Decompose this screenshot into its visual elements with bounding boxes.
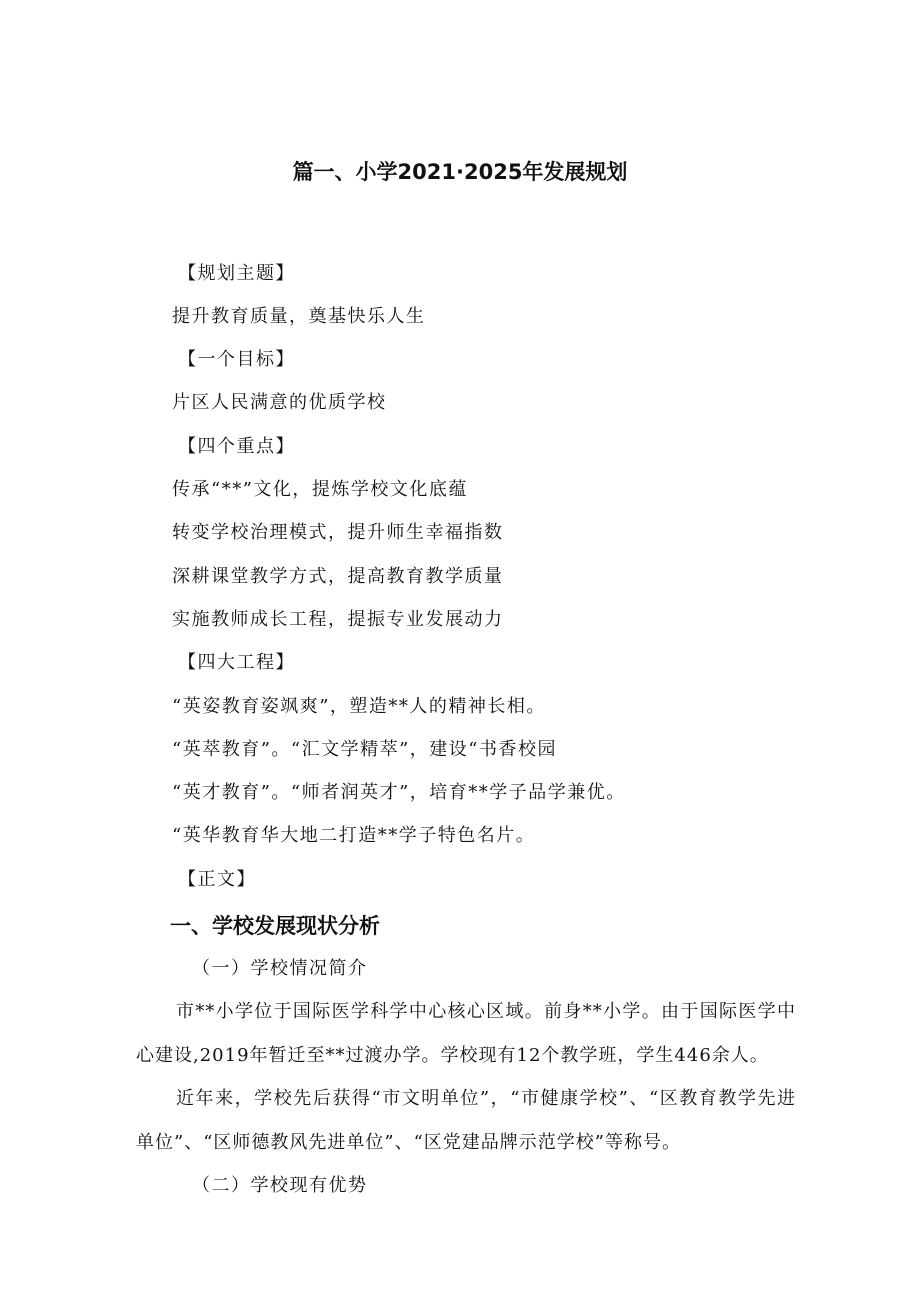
project-item: “英华教育华大地二打造**学子特色名片。 xyxy=(172,825,536,846)
body-heading: 【正文】 xyxy=(178,869,256,890)
goal-text: 片区人民满意的优质学校 xyxy=(172,392,387,413)
focus-item: 转变学校治理模式，提升师生幸福指数 xyxy=(172,522,504,543)
focus-item: 实施教师成长工程，提振专业发展动力 xyxy=(172,609,504,630)
theme-text: 提升教育质量，奠基快乐人生 xyxy=(172,306,426,327)
goal-heading: 【一个目标】 xyxy=(178,349,295,370)
section-heading: 一、学校发展现状分析 xyxy=(170,914,380,938)
paragraph-honors: 近年来，学校先后获得“市文明单位”，“市健康学校”、“区教育教学先进单位”、“区师德教风先进单位”、“区党建品牌示范学校”等称号。 xyxy=(136,1088,796,1153)
paragraph-school-intro: 市**小学位于国际医学科学中心核心区域。前身**小学。由于国际医学中心建设,2019年暂迁至**过渡办学。学校现有12个教学班，学生446余人。 xyxy=(136,1001,796,1066)
project-item: “英姿教育姿飒爽”，塑造**人的精神长相。 xyxy=(172,696,546,717)
project-item: “英萃教育”。“汇文学精萃”，建设“书香校园 xyxy=(172,739,558,760)
document-title: 篇一、小学2021·2025年发展规划 xyxy=(292,160,628,184)
subsection-heading: （一）学校情况简介 xyxy=(192,958,368,979)
subsection-heading: （二）学校现有优势 xyxy=(192,1175,368,1196)
focus-heading: 【四个重点】 xyxy=(178,436,295,457)
project-heading: 【四大工程】 xyxy=(178,652,295,673)
focus-item: 深耕课堂教学方式，提高教育教学质量 xyxy=(172,566,504,587)
theme-heading: 【规划主题】 xyxy=(178,263,295,284)
project-item: “英才教育”。“师者润英才”，培育**学子品学兼优。 xyxy=(172,782,626,803)
focus-item: 传承“**”文化，提炼学校文化底蕴 xyxy=(172,479,468,500)
